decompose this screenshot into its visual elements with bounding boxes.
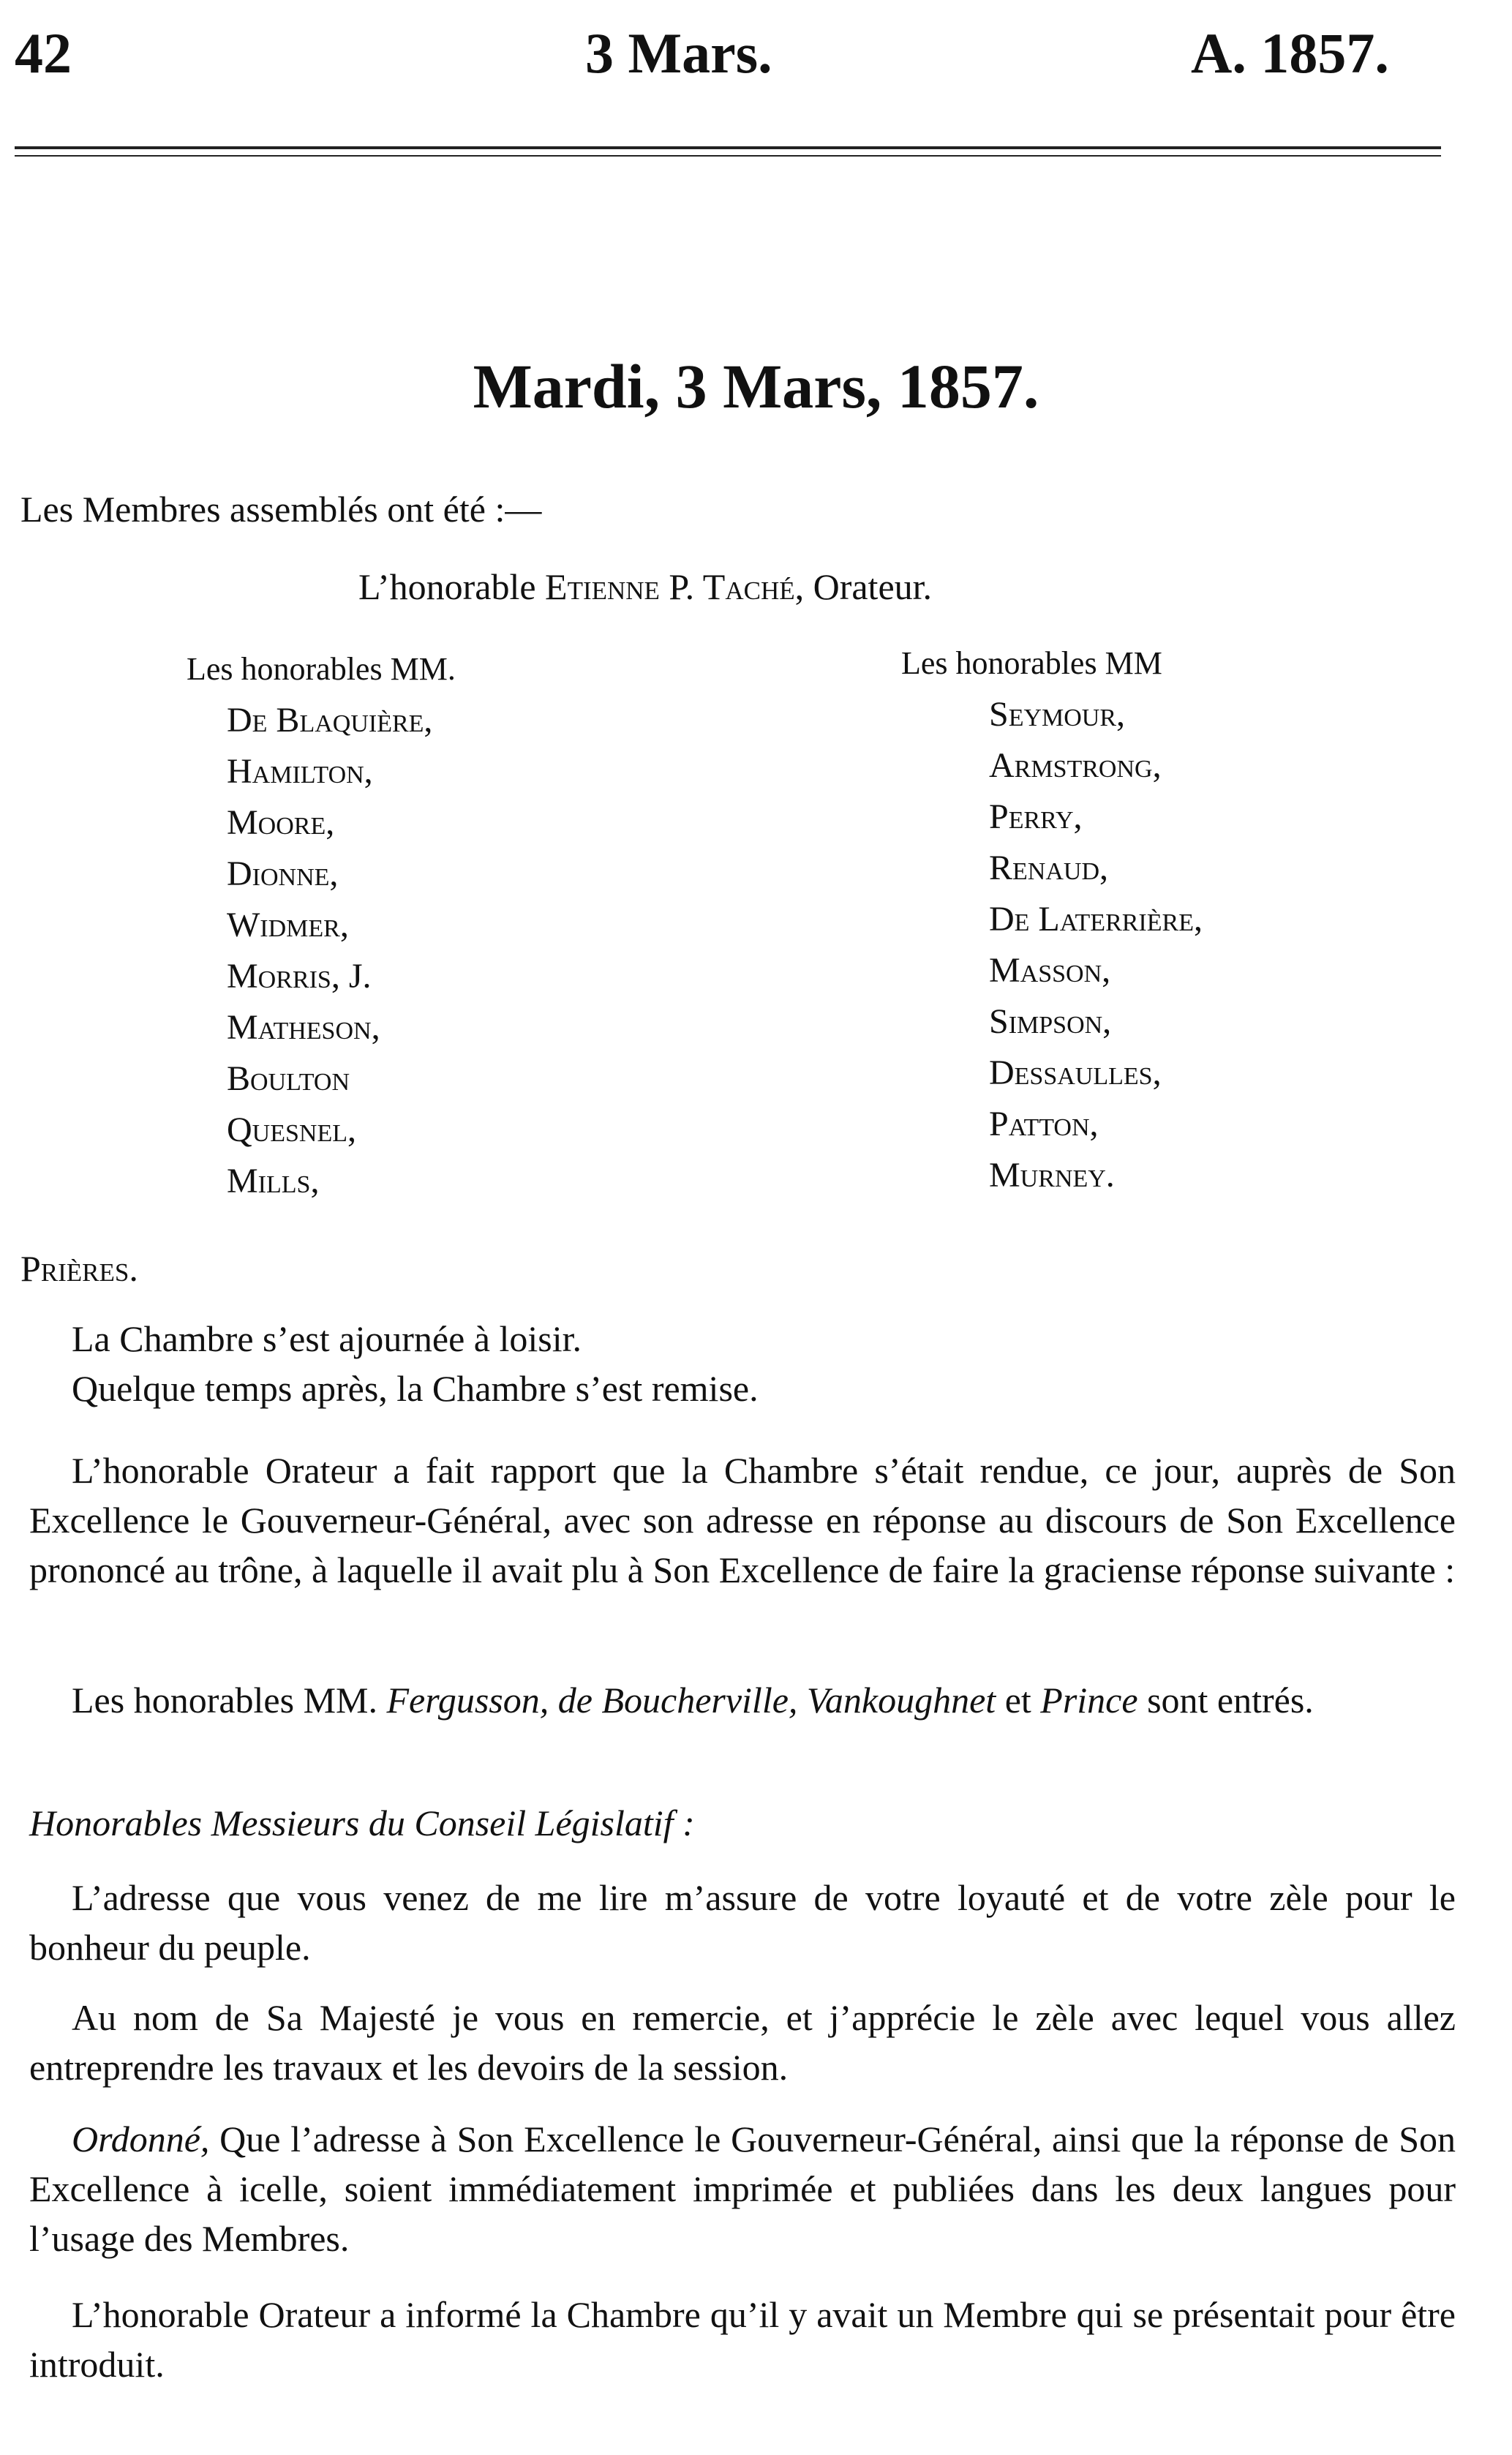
order-paragraph: Ordonné, Que l’adresse à Son Excellence le Gouverneur-Général, ainsi que la réponse de Son Excellence à icelle, soient immédiatement imprimée et publiées dans les deux langues pour l’usage des Membres. (29, 2118, 1456, 2259)
left-heading: Les honorables MM. (187, 651, 456, 687)
member-name: Dionne, (227, 854, 339, 893)
member-name: Seymour, (989, 695, 1126, 734)
member-name: Perry, (989, 797, 1083, 836)
members-left-column (187, 644, 456, 1207)
member-name: De Blaquière, (227, 701, 433, 740)
salutation: Honorables Messieurs du Conseil Législatif : (29, 1802, 695, 1843)
final-paragraph: L’honorable Orateur a informé la Chambre qu’il y avait un Membre qui se présentait pour être introduit. (29, 2294, 1456, 2385)
member-name: Quesnel, (227, 1110, 356, 1149)
report-paragraph: L’honorable Orateur a fait rapport que la Chambre s’était rendue, ce jour, auprès de Son Excellence le Gouverneur-Général, avec son adresse en réponse au discours de Son Excellence prononcé au trône, à laquelle il avait plu à Son Excellence de faire la graciense réponse suivante : (29, 1450, 1456, 1590)
member-prince: Prince (1040, 1680, 1138, 1721)
member-vankoughnet: Vankoughnet (806, 1680, 996, 1721)
member-fergusson: Fergusson, (386, 1680, 549, 1721)
resumed-line: Quelque temps après, la Chambre s’est remise. (72, 1368, 759, 1409)
member-name: Moore, (227, 803, 335, 842)
adjourned-line: La Chambre s’est ajournée à loisir. (72, 1318, 582, 1359)
member-name: Simpson, (989, 1002, 1112, 1041)
member-name: Boulton (227, 1059, 350, 1098)
header-date: 3 Mars. (585, 21, 772, 85)
member-name: Patton, (989, 1105, 1099, 1143)
members-right-column (901, 638, 1203, 1201)
right-heading: Les honorables MM (901, 645, 1162, 681)
member-name: Widmer, (227, 906, 349, 944)
member-name: Masson, (989, 951, 1111, 990)
order-word: Ordonné, (72, 2118, 210, 2159)
member-name: Matheson, (227, 1008, 380, 1047)
reply-paragraph-2: Au nom de Sa Majesté je vous en remercie, et j’apprécie le zèle avec lequel vous allez entreprendre les travaux et les devoirs de la session. (29, 1997, 1456, 2088)
member-name: Armstrong, (989, 746, 1162, 785)
page-title: Mardi, 3 Mars, 1857. (473, 351, 1039, 421)
member-name: Dessaulles, (989, 1053, 1162, 1092)
reply-paragraph-1: L’adresse que vous venez de me lire m’assure de votre loyauté et de votre zèle pour le bonheur du peuple. (29, 1877, 1456, 1968)
member-name: De Laterrière, (989, 900, 1203, 939)
speaker-name: Etienne P. Taché (545, 566, 795, 607)
member-name: Hamilton, (227, 752, 373, 791)
header-rule (15, 146, 1441, 149)
header-year: A. 1857. (1191, 21, 1389, 85)
prayers-heading: Prières. (20, 1248, 138, 1289)
member-name: Renaud, (989, 849, 1108, 887)
intro-line: Les Membres assemblés ont été :— (20, 489, 542, 530)
member-name: Murney. (989, 1156, 1115, 1195)
member-de-boucherville: de Boucherville, (557, 1680, 798, 1721)
speaker-line: L’honorable Etienne P. Taché, Orateur. (358, 566, 933, 607)
page-number: 42 (15, 21, 72, 85)
member-name: Mills, (227, 1162, 320, 1200)
member-name: Morris, J. (227, 957, 372, 996)
page-header (0, 20, 1512, 94)
header-rule-thin (15, 155, 1441, 157)
entered-paragraph: Les honorables MM. Fergusson, de Boucherville, Vankoughnet et Prince sont entrés. (72, 1680, 1314, 1721)
